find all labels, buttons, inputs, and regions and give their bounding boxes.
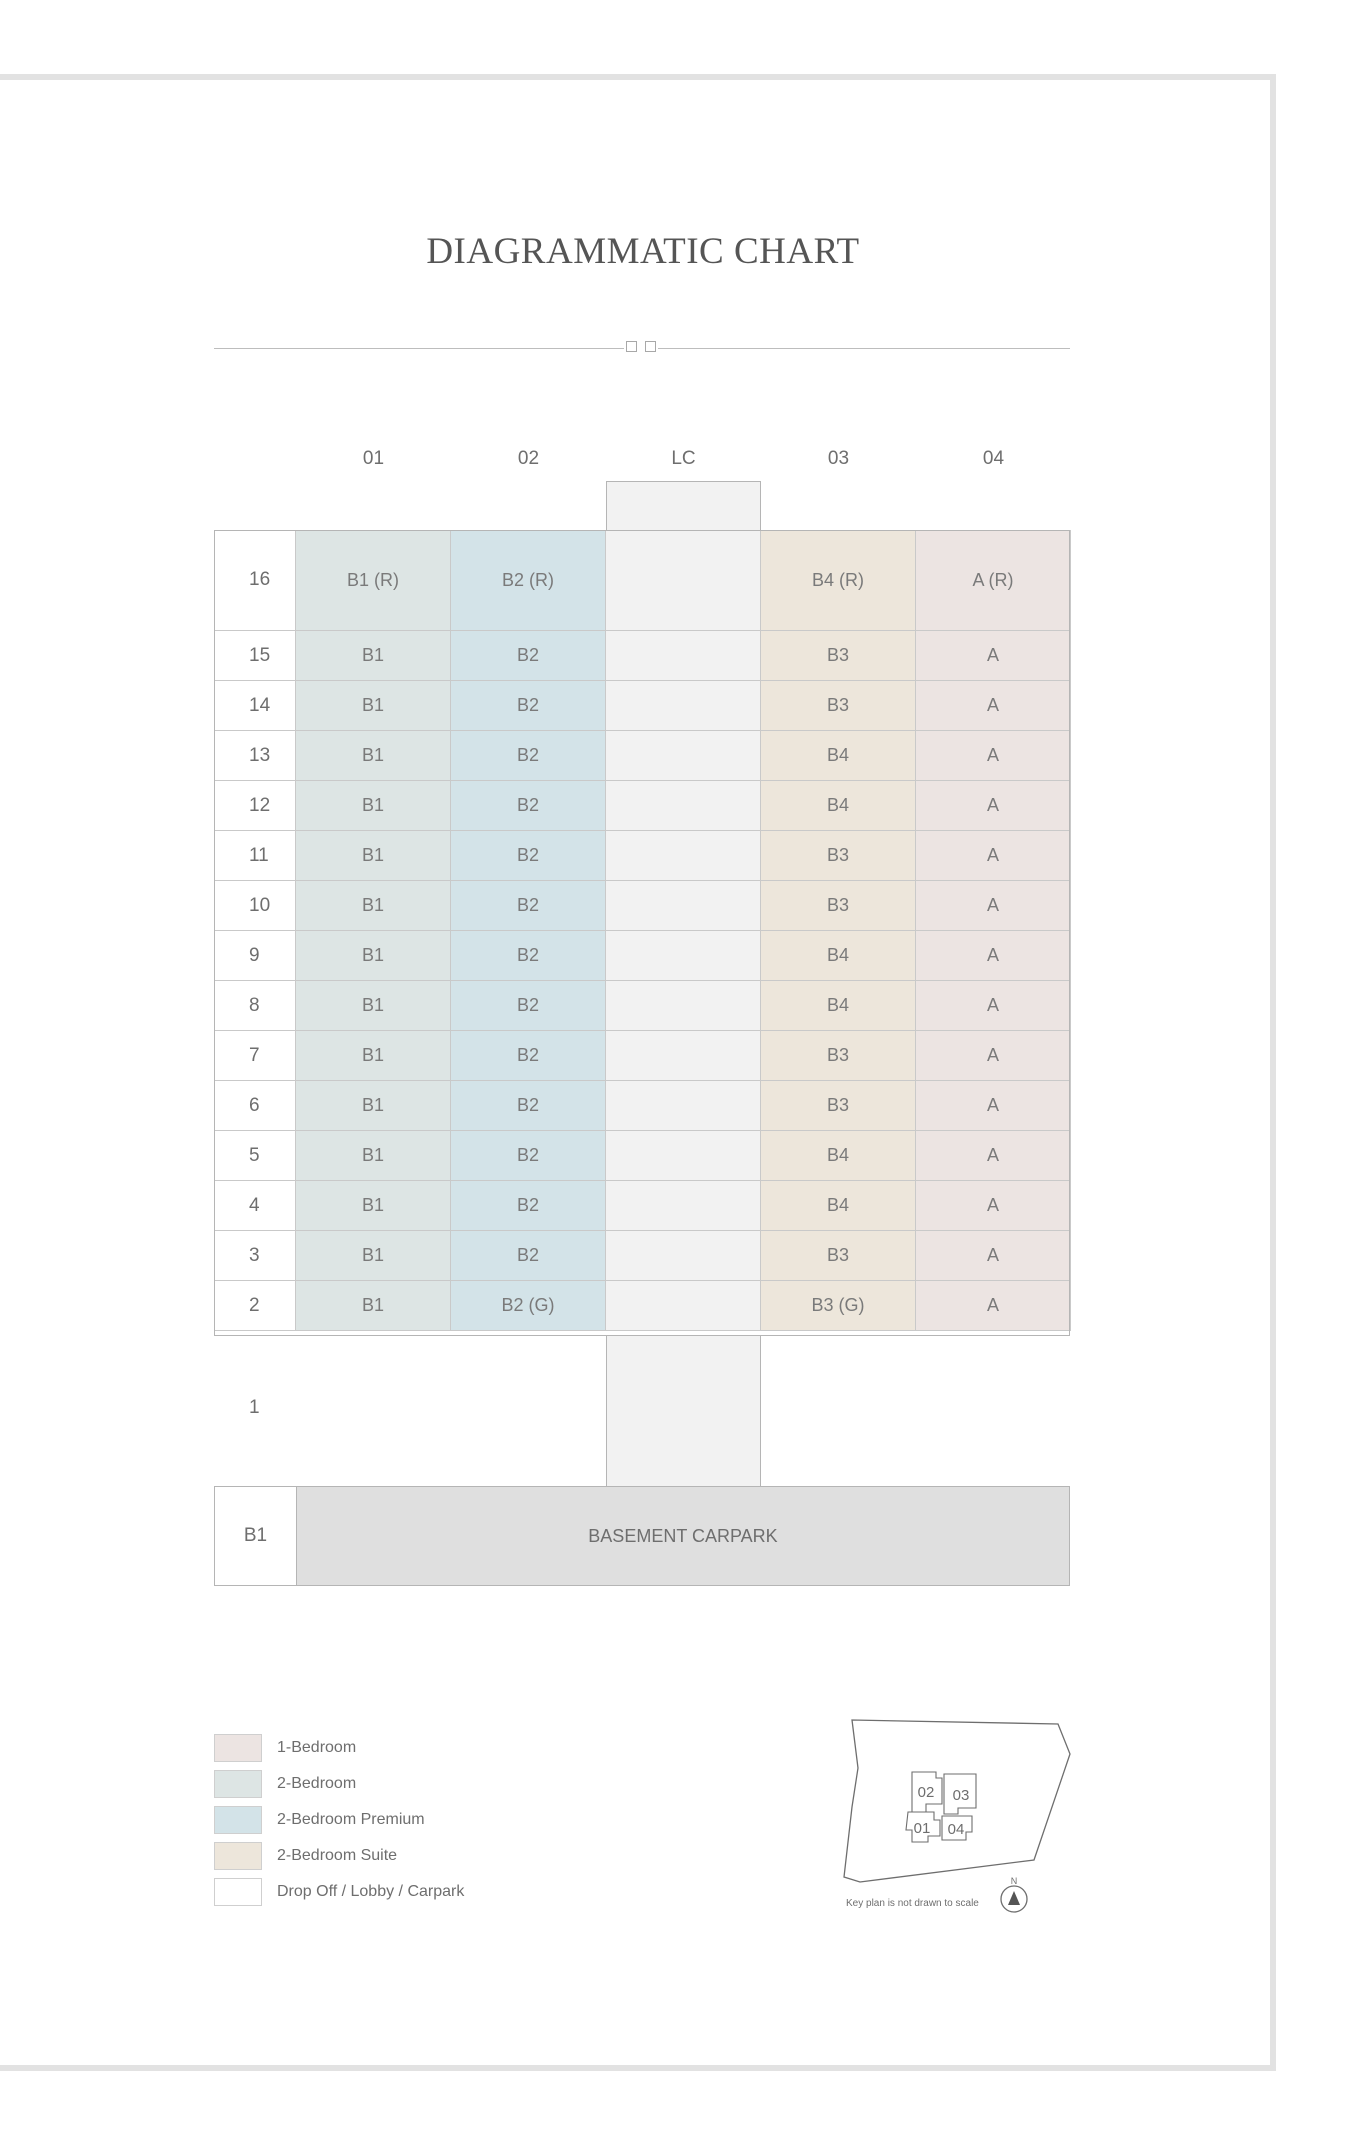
legend-label: 2-Bedroom Premium	[277, 1811, 425, 1828]
unit-cell-04-floor-3: A	[916, 1231, 1071, 1281]
unit-cell-01-floor-8: B1	[296, 981, 451, 1031]
unit-cell-02-floor-13: B2	[451, 731, 606, 781]
unit-cell-02-floor-11: B2	[451, 831, 606, 881]
lift-core-cell	[606, 831, 761, 881]
unit-cell-02-floor-9: B2	[451, 931, 606, 981]
unit-cell-04-floor-8: A	[916, 981, 1071, 1031]
unit-cell-03-floor-14: B3	[761, 681, 916, 731]
floor-label-13: 13	[214, 731, 296, 781]
basement-carpark: BASEMENT CARPARK	[296, 1486, 1070, 1586]
key-plan-note: Key plan is not drawn to scale	[846, 1898, 979, 1909]
unit-cell-01-floor-11: B1	[296, 831, 451, 881]
page-title: DIAGRAMMATIC CHART	[426, 231, 860, 272]
unit-cell-04-floor-15: A	[916, 631, 1071, 681]
column-header-02: 02	[517, 448, 540, 469]
unit-cell-03-floor-6: B3	[761, 1081, 916, 1131]
unit-cell-01-floor-5: B1	[296, 1131, 451, 1181]
unit-cell-04-floor-7: A	[916, 1031, 1071, 1081]
legend-label: Drop Off / Lobby / Carpark	[277, 1883, 465, 1900]
floor-label-15: 15	[214, 631, 296, 681]
legend-item-2-bedroom-premium	[214, 1806, 425, 1834]
unit-cell-04-floor-10: A	[916, 881, 1071, 931]
lift-core-cell	[606, 1131, 761, 1181]
floor-label-14: 14	[214, 681, 296, 731]
unit-cell-02-floor-14: B2	[451, 681, 606, 731]
unit-cell-02-floor-15: B2	[451, 631, 606, 681]
unit-cell-01-floor-13: B1	[296, 731, 451, 781]
legend-swatch-1-bedroom	[214, 1734, 262, 1762]
legend-swatch-drop-off-lobby-carpark	[214, 1878, 262, 1906]
unit-cell-04-floor-4: A	[916, 1181, 1071, 1231]
column-header-01: 01	[362, 448, 385, 469]
lift-core-cell	[606, 1081, 761, 1131]
key-plan	[830, 1712, 1080, 1922]
unit-cell-01-floor-3: B1	[296, 1231, 451, 1281]
unit-cell-02-floor-3: B2	[451, 1231, 606, 1281]
divider-line-right	[658, 348, 1070, 349]
unit-cell-03-floor-15: B3	[761, 631, 916, 681]
unit-cell-02-floor-5: B2	[451, 1131, 606, 1181]
legend-swatch-2-bedroom-suite	[214, 1842, 262, 1870]
unit-cell-03-floor-7: B3	[761, 1031, 916, 1081]
floor-label-4: 4	[214, 1181, 296, 1231]
unit-cell-03-floor-3: B3	[761, 1231, 916, 1281]
unit-cell-04-floor-12: A	[916, 781, 1071, 831]
unit-cell-03-floor-4: B4	[761, 1181, 916, 1231]
unit-cell-01-floor-10: B1	[296, 881, 451, 931]
unit-cell-02-floor-10: B2	[451, 881, 606, 931]
legend-label: 1-Bedroom	[277, 1739, 357, 1756]
floor-label-7: 7	[214, 1031, 296, 1081]
lift-core-cell	[606, 781, 761, 831]
column-header-lc: LC	[671, 448, 696, 469]
unit-cell-01-floor-9: B1	[296, 931, 451, 981]
divider-line-left	[214, 348, 624, 349]
lift-core-top	[606, 481, 761, 531]
unit-cell-01-floor-7: B1	[296, 1031, 451, 1081]
unit-cell-03-floor-11: B3	[761, 831, 916, 881]
unit-cell-04-floor-2: A	[916, 1281, 1071, 1331]
keyplan-unit-02: 02	[917, 1784, 935, 1801]
legend-swatch-2-bedroom-premium	[214, 1806, 262, 1834]
floor-label-16: 16	[214, 530, 296, 631]
floor-label-9: 9	[214, 931, 296, 981]
unit-cell-03-floor-8: B4	[761, 981, 916, 1031]
unit-cell-03-floor-16: B4 (R)	[761, 530, 916, 631]
unit-cell-03-floor-5: B4	[761, 1131, 916, 1181]
lift-core-cell	[606, 731, 761, 781]
unit-cell-03-floor-12: B4	[761, 781, 916, 831]
unit-cell-04-floor-13: A	[916, 731, 1071, 781]
lift-core-cell	[606, 931, 761, 981]
legend-item-2-bedroom	[214, 1770, 356, 1798]
divider-ornament-left	[626, 341, 637, 352]
unit-cell-04-floor-5: A	[916, 1131, 1071, 1181]
legend-label: 2-Bedroom Suite	[277, 1847, 398, 1864]
lift-core-ground	[606, 1335, 761, 1487]
unit-cell-03-floor-10: B3	[761, 881, 916, 931]
floor-label-2: 2	[214, 1281, 296, 1331]
lift-core-cell	[606, 1231, 761, 1281]
floor-label-12: 12	[214, 781, 296, 831]
unit-cell-04-floor-11: A	[916, 831, 1071, 881]
unit-cell-04-floor-14: A	[916, 681, 1071, 731]
lift-core-cell	[606, 681, 761, 731]
unit-cell-02-floor-4: B2	[451, 1181, 606, 1231]
floor-label-8: 8	[214, 981, 296, 1031]
legend-label: 2-Bedroom	[277, 1775, 357, 1792]
keyplan-unit-03: 03	[952, 1787, 970, 1804]
floor-label-b1: B1	[214, 1486, 296, 1586]
lift-core-cell	[606, 981, 761, 1031]
legend-swatch-2-bedroom	[214, 1770, 262, 1798]
unit-cell-03-floor-2: B3 (G)	[761, 1281, 916, 1331]
legend-item-1-bedroom	[214, 1734, 356, 1762]
unit-cell-01-floor-14: B1	[296, 681, 451, 731]
lift-core-cell	[606, 1031, 761, 1081]
floor-label-6: 6	[214, 1081, 296, 1131]
unit-cell-02-floor-6: B2	[451, 1081, 606, 1131]
unit-cell-02-floor-16: B2 (R)	[451, 530, 606, 631]
unit-cell-01-floor-12: B1	[296, 781, 451, 831]
floor-label-3: 3	[214, 1231, 296, 1281]
unit-cell-04-floor-6: A	[916, 1081, 1071, 1131]
legend-item-drop-off-lobby-carpark	[214, 1878, 464, 1906]
legend-item-2-bedroom-suite	[214, 1842, 397, 1870]
unit-cell-01-floor-15: B1	[296, 631, 451, 681]
column-header-03: 03	[827, 448, 850, 469]
unit-cell-04-floor-16: A (R)	[916, 530, 1071, 631]
unit-cell-02-floor-8: B2	[451, 981, 606, 1031]
unit-cell-01-floor-4: B1	[296, 1181, 451, 1231]
column-header-04: 04	[982, 448, 1005, 469]
lift-core-cell	[606, 1181, 761, 1231]
unit-cell-04-floor-9: A	[916, 931, 1071, 981]
floor-label-5: 5	[214, 1131, 296, 1181]
floor-label-10: 10	[214, 881, 296, 931]
unit-cell-01-floor-2: B1	[296, 1281, 451, 1331]
north-label: N	[1010, 1876, 1018, 1886]
unit-cell-01-floor-16: B1 (R)	[296, 530, 451, 631]
keyplan-unit-01: 01	[913, 1820, 931, 1837]
unit-cell-01-floor-6: B1	[296, 1081, 451, 1131]
unit-cell-02-floor-7: B2	[451, 1031, 606, 1081]
lift-core-cell	[606, 1281, 761, 1331]
unit-cell-03-floor-13: B4	[761, 731, 916, 781]
unit-cell-02-floor-12: B2	[451, 781, 606, 831]
floor-label-1: 1	[249, 1397, 260, 1418]
unit-cell-02-floor-2: B2 (G)	[451, 1281, 606, 1331]
lift-core-cell	[606, 530, 761, 631]
divider-ornament-right	[645, 341, 656, 352]
keyplan-unit-04: 04	[947, 1821, 965, 1838]
floor-label-11: 11	[214, 831, 296, 881]
unit-cell-03-floor-9: B4	[761, 931, 916, 981]
lift-core-cell	[606, 631, 761, 681]
lift-core-cell	[606, 881, 761, 931]
